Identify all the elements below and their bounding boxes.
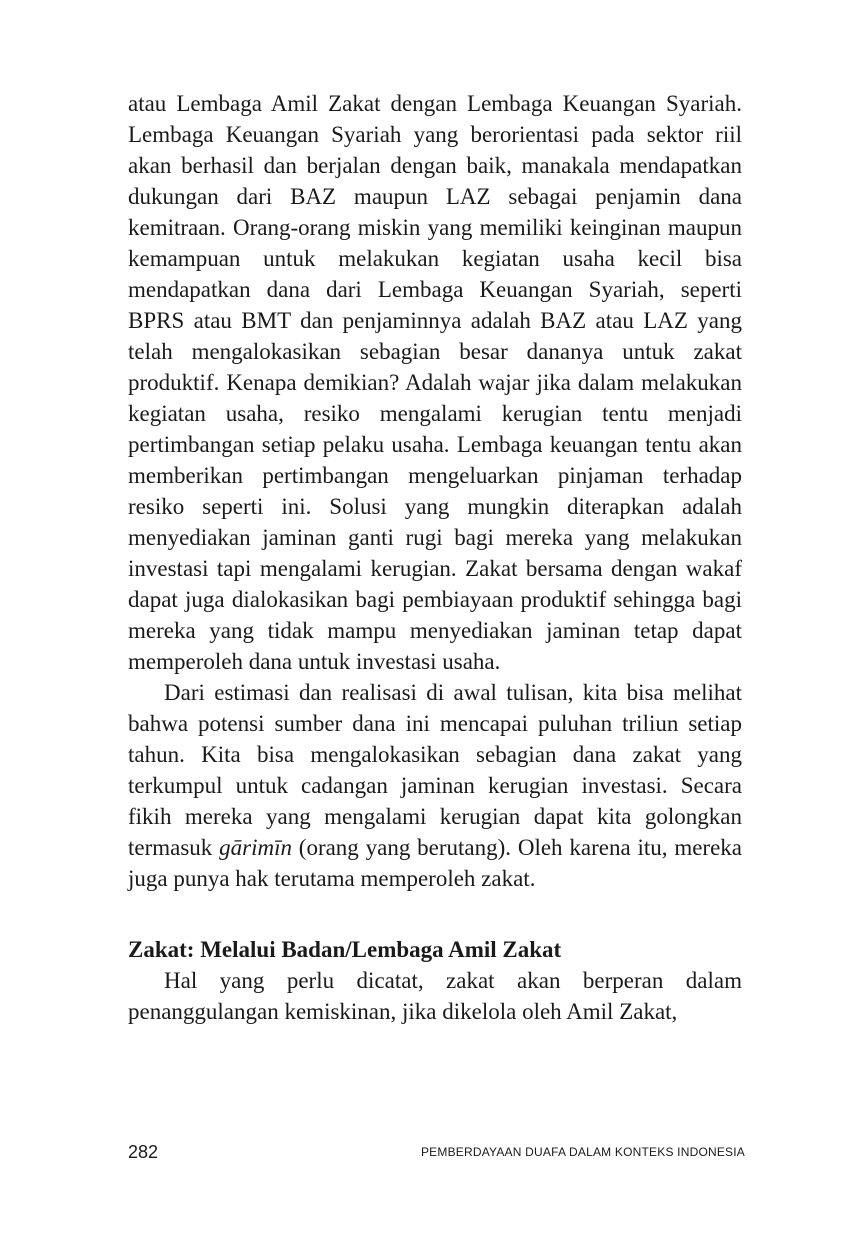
paragraph-1: atau Lembaga Amil Zakat dengan Lembaga Keuangan Syariah. Lembaga Keuangan Syariah yang berorientasi pada sektor riil akan berhasil dan berjalan dengan baik, manakala mendapatkan dukungan dari BAZ maupun LAZ sebagai penjamin dana kemitraan. Orang-orang miskin yang memiliki keinginan maupun kemampuan untuk melakukan kegiatan usaha kecil bisa mendapatkan dana dari Lembaga Keuangan Syariah, seperti BPRS atau BMT dan penjaminnya adalah BAZ atau LAZ yang telah mengalokasikan sebagian besar dananya untuk zakat produktif. Kenapa demikian? Adalah wajar jika dalam melakukan kegiatan usaha, resiko mengalami kerugian tentu menjadi pertimbangan setiap pelaku usaha. Lembaga keuangan tentu akan memberikan pertimbangan mengeluarkan pinjaman terhadap resiko seperti ini. Solusi yang mungkin diterapkan adalah menyediakan jaminan ganti rugi bagi mereka yang melakukan investasi tapi mengalami kerugian. Zakat bersama dengan wakaf dapat juga dialokasikan bagi pembiayaan produktif sehingga bagi mereka yang tidak mampu menyediakan jaminan tetap dapat memperoleh dana untuk investasi usaha. xyxy=(128,91,742,674)
paragraph-2 xyxy=(128,677,742,894)
paragraph-2-text-before: Dari estimasi dan realisasi di awal tulisan, kita bisa melihat bahwa potensi sumber dana ini mencapai puluhan triliun setiap tahun. Kita bisa mengalokasikan sebagian dana zakat yang terkumpul untuk cadangan jaminan kerugian investasi. Secara fikih mereka yang mengalami kerugian dapat kita golongkan termasuk xyxy=(128,680,742,860)
italic-term: gārimīn xyxy=(219,835,292,860)
page-number: 282 xyxy=(128,1142,159,1162)
paragraph-2-text-after: (orang yang berutang). Oleh karena itu, mereka juga punya hak terutama memperoleh zakat. xyxy=(128,835,742,891)
section-heading: Zakat: Melalui Badan/Lembaga Amil Zakat xyxy=(128,937,562,962)
page-footer xyxy=(128,1140,745,1164)
body-text xyxy=(128,88,742,1027)
paragraph-3: Hal yang perlu dicatat, zakat akan berperan dalam penanggulangan kemiskinan, jika dikelola oleh Amil Zakat, xyxy=(128,968,742,1024)
running-title: PEMBERDAYAAN DUAFA DALAM KONTEKS INDONESIA xyxy=(420,1145,745,1159)
